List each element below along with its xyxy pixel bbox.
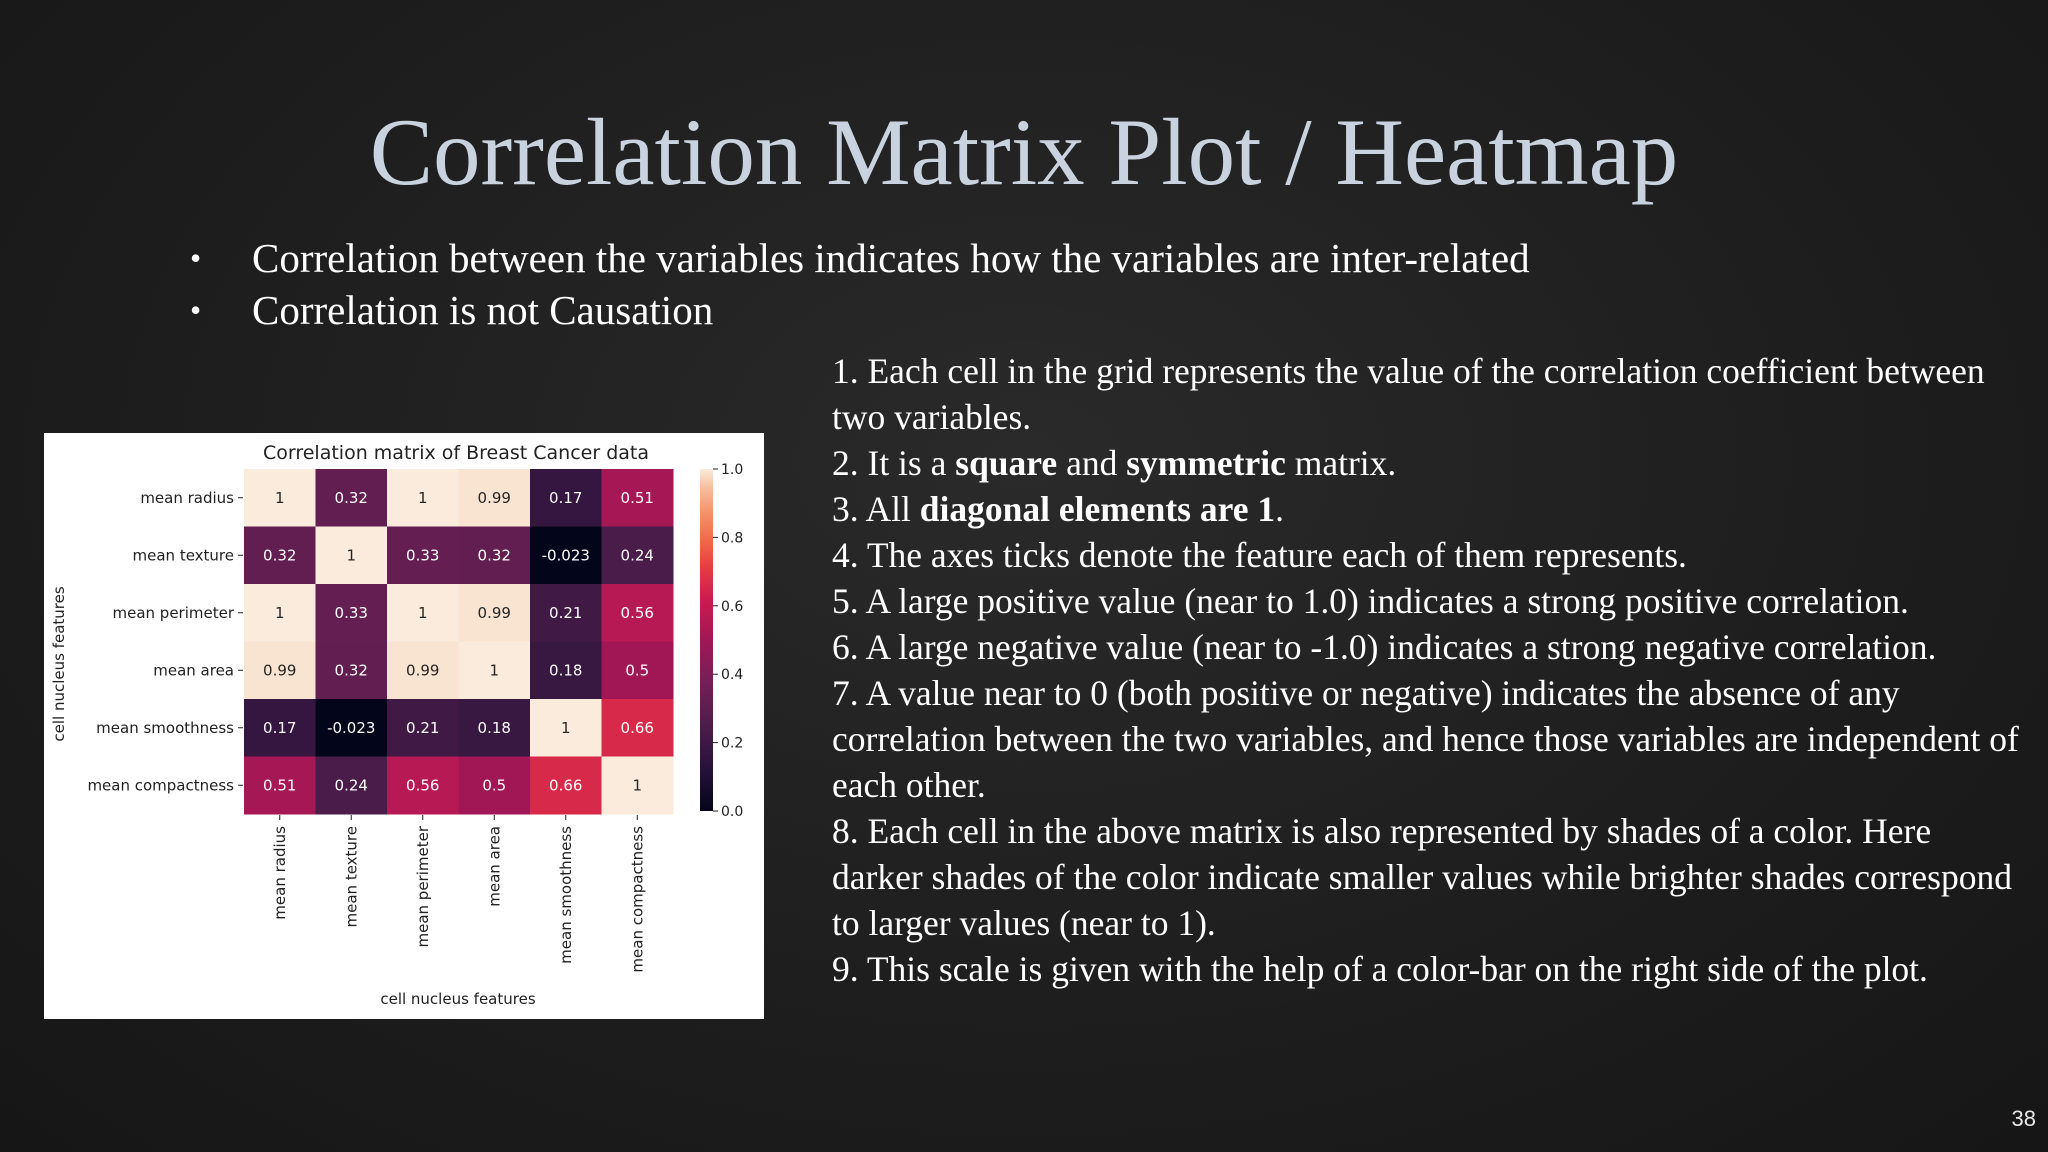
colorbar-tick-label: 0.4 [721, 667, 744, 684]
cell-value-label: 1 [489, 661, 500, 680]
cell-value-label: 0.18 [549, 661, 583, 680]
cell-value-label: 0.5 [625, 661, 650, 680]
x-tick-label: mean compactness [628, 826, 647, 973]
x-tick-label: mean smoothness [556, 826, 575, 964]
heatmap-chart [44, 433, 764, 1019]
page-number: 38 [2011, 1106, 2036, 1131]
heatmap-figure [44, 433, 764, 1019]
explanation-notes [832, 348, 2022, 992]
y-tick-label: mean area [153, 661, 234, 680]
cell-value-label: 0.21 [549, 603, 583, 622]
cell-value-label: 0.32 [334, 488, 368, 507]
colorbar-tick-label: 0.8 [721, 530, 744, 547]
cell-value-label: 0.66 [549, 776, 583, 795]
cell-value-label: 1 [560, 718, 571, 737]
bullet-item: • Correlation between the variables indicates how the variables are inter-related [190, 232, 1530, 284]
cell-value-label: 0.56 [406, 776, 440, 795]
cell-value-label: 1 [632, 776, 643, 795]
y-tick-label: mean texture [132, 546, 234, 565]
y-tick-label: mean radius [140, 488, 234, 507]
cell-value-label: 0.18 [477, 718, 511, 737]
colorbar-tick-label: 0.2 [721, 735, 744, 752]
cell-value-label: 0.17 [263, 718, 297, 737]
cell-value-label: 0.17 [549, 488, 583, 507]
colorbar-tick-label: 1.0 [721, 462, 744, 478]
cell-value-label: -0.023 [327, 718, 376, 737]
colorbar-tick-label: 0.6 [721, 598, 744, 615]
cell-value-label: 0.32 [334, 661, 368, 680]
cell-value-label: 0.56 [620, 603, 654, 622]
y-tick-label: mean perimeter [112, 603, 234, 622]
cell-value-label: 0.99 [477, 488, 511, 507]
note-7: 7. A value near to 0 (both positive or negative) indicates the absence of any correlation between the two variables, and hence those variables are independent of each other. [832, 673, 2019, 805]
note-4: 4. The axes ticks denote the feature each of them represents. [832, 535, 1687, 575]
cell-value-label: 1 [274, 603, 285, 622]
cell-value-label: 0.21 [406, 718, 440, 737]
cell-value-label: 0.24 [620, 546, 654, 565]
note-8: 8. Each cell in the above matrix is also represented by shades of a color. Here darker shades of the color indicate smaller values while brighter shades correspond to larger values (near to 1). [832, 811, 2012, 943]
note-9: 9. This scale is given with the help of a color-bar on the right side of the plot. [832, 949, 1928, 989]
cell-value-label: 1 [346, 546, 357, 565]
cell-value-label: 0.99 [263, 661, 297, 680]
cell-value-label: 1 [417, 603, 428, 622]
note-2: 2. It is a square and symmetric matrix. [832, 443, 1397, 483]
cell-value-label: 0.51 [263, 776, 297, 795]
cell-value-label: 0.66 [620, 718, 654, 737]
cell-value-label: 0.24 [334, 776, 368, 795]
x-tick-label: mean area [485, 826, 504, 907]
y-tick-label: mean compactness [87, 776, 234, 795]
cell-value-label: 0.99 [406, 661, 440, 680]
cell-value-label: 0.32 [263, 546, 297, 565]
cell-value-label: 0.5 [482, 776, 507, 795]
cell-value-label: 0.99 [477, 603, 511, 622]
y-tick-label: mean smoothness [96, 718, 234, 737]
chart-title: Correlation matrix of Breast Cancer data [262, 442, 650, 464]
slide-title: Correlation Matrix Plot / Heatmap [369, 99, 1679, 205]
cell-value-label: 0.51 [620, 488, 654, 507]
x-axis-label: cell nucleus features [380, 990, 536, 1008]
cell-value-label: 0.33 [406, 546, 440, 565]
cell-value-label: 0.33 [334, 603, 368, 622]
x-tick-label: mean texture [342, 826, 361, 928]
note-1: 1. Each cell in the grid represents the value of the correlation coefficient between two variables. [832, 351, 1985, 437]
y-axis-label: cell nucleus features [50, 586, 68, 742]
cell-value-label: 1 [274, 488, 285, 507]
colorbar-tick-label: 0.0 [721, 804, 744, 820]
cell-value-label: 1 [417, 488, 428, 507]
note-6: 6. A large negative value (near to -1.0) indicates a strong negative correlation. [832, 627, 1937, 667]
x-tick-label: mean perimeter [413, 826, 432, 948]
x-tick-label: mean radius [270, 826, 289, 920]
note-3: 3. All diagonal elements are 1. [832, 489, 1284, 529]
colorbar [700, 469, 713, 811]
note-5: 5. A large positive value (near to 1.0) indicates a strong positive correlation. [832, 581, 1909, 621]
cell-value-label: 0.32 [477, 546, 511, 565]
cell-value-label: -0.023 [541, 546, 590, 565]
bullet-list [190, 232, 1530, 336]
bullet-item: • Correlation is not Causation [190, 284, 1530, 336]
